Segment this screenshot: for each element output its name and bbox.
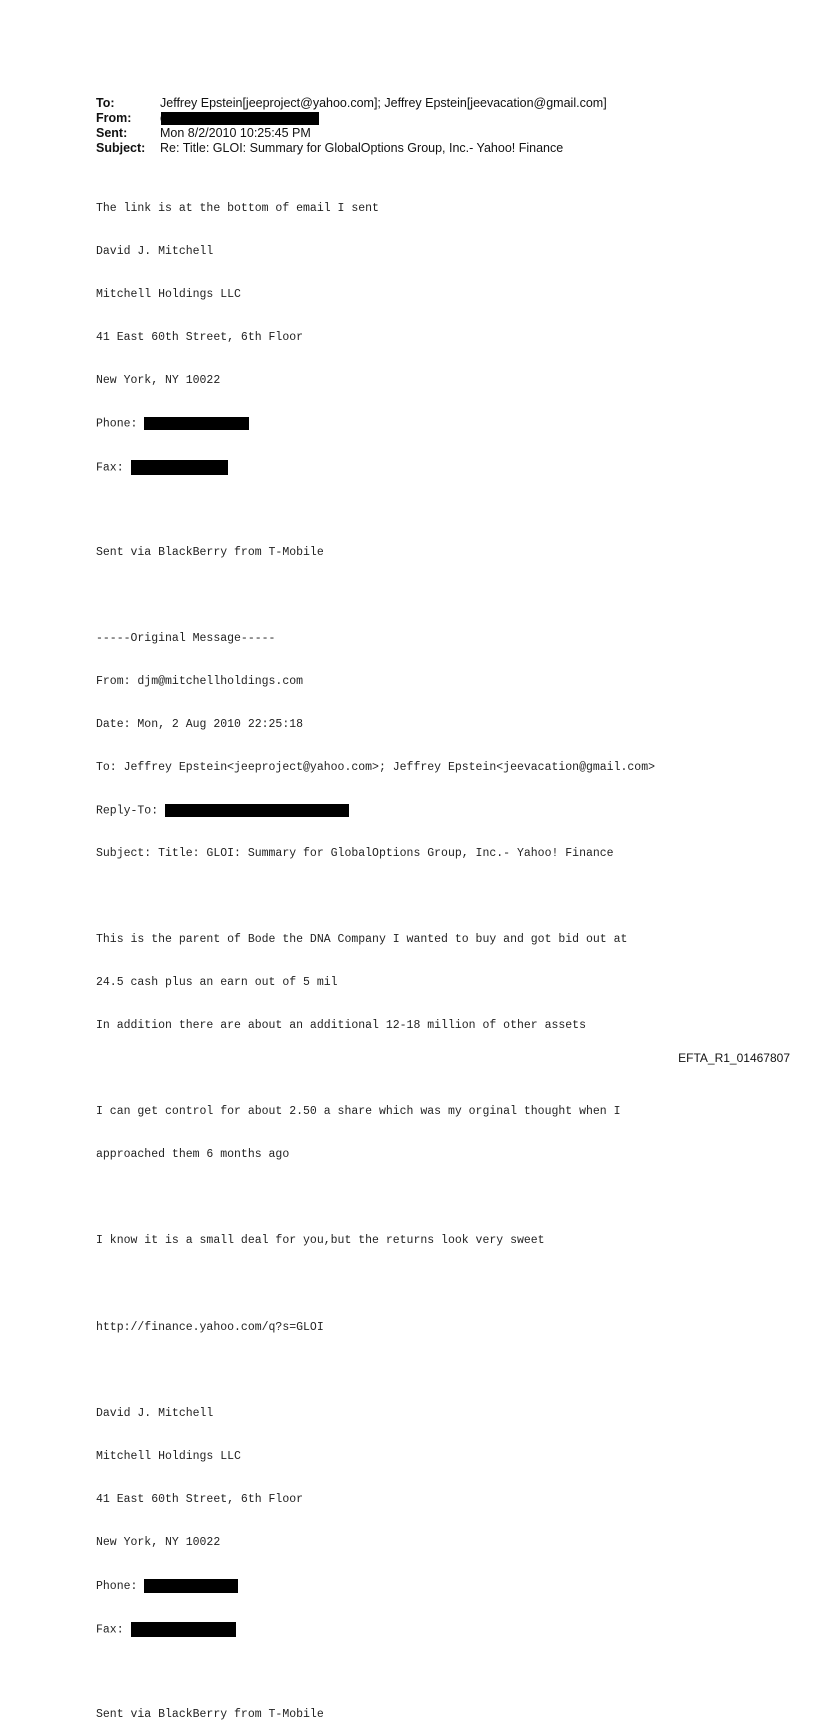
signature-name: David J. Mitchell bbox=[96, 244, 214, 258]
sent-row bbox=[96, 126, 607, 141]
subject-value: Re: Title: GLOI: Summary for GlobalOptions Group, Inc.- Yahoo! Finance bbox=[160, 141, 564, 155]
subject-row bbox=[96, 141, 607, 156]
paragraph-3: I know it is a small deal for you,but the returns look very sweet bbox=[96, 1234, 545, 1248]
sent-via-line: Sent via BlackBerry from T-Mobile bbox=[96, 545, 324, 559]
redaction-bar bbox=[144, 1579, 238, 1593]
reply-to-label: Reply-To: bbox=[96, 804, 159, 818]
original-signature-phone bbox=[96, 1579, 655, 1593]
signature-company: Mitchell Holdings LLC bbox=[96, 287, 241, 301]
paragraph-2-line-2: approached them 6 months ago bbox=[96, 1148, 290, 1162]
paragraph-1-line-1: This is the parent of Bode the DNA Company I wanted to buy and got bid out at bbox=[96, 933, 628, 947]
original-signature-fax bbox=[96, 1622, 655, 1636]
to-value: Jeffrey Epstein[jeeproject@yahoo.com]; Jeffrey Epstein[jeevacation@gmail.com] bbox=[160, 96, 607, 110]
signature-phone bbox=[96, 417, 655, 431]
email-header bbox=[96, 96, 607, 156]
original-sent-via-line: Sent via BlackBerry from T-Mobile bbox=[96, 1707, 324, 1721]
redaction-bar bbox=[131, 460, 228, 475]
from-value-wrap bbox=[160, 111, 319, 126]
from-label: From: bbox=[96, 111, 132, 125]
sent-value: Mon 8/2/2010 10:25:45 PM bbox=[160, 126, 311, 140]
paragraph-1-line-2: 24.5 cash plus an earn out of 5 mil bbox=[96, 976, 338, 990]
original-date: Date: Mon, 2 Aug 2010 22:25:18 bbox=[96, 718, 304, 732]
redaction-bar bbox=[161, 112, 319, 125]
original-signature-name: David J. Mitchell bbox=[96, 1406, 214, 1420]
signature-fax bbox=[96, 460, 655, 474]
to-row bbox=[96, 96, 607, 111]
original-message-separator: -----Original Message----- bbox=[96, 632, 276, 645]
finance-link[interactable]: http://finance.yahoo.com/q?s=GLOI bbox=[96, 1320, 324, 1334]
sent-label: Sent: bbox=[96, 126, 128, 140]
phone-label: Phone: bbox=[96, 417, 138, 431]
finance-link-line bbox=[96, 1321, 655, 1335]
original-signature-address-1: 41 East 60th Street, 6th Floor bbox=[96, 1492, 304, 1506]
redaction-bar bbox=[165, 804, 349, 817]
reply-line: The link is at the bottom of email I sent bbox=[96, 201, 379, 215]
signature-address-1: 41 East 60th Street, 6th Floor bbox=[96, 330, 304, 344]
redaction-bar bbox=[144, 417, 249, 430]
paragraph-1-line-3: In addition there are about an additional 12-18 million of other assets bbox=[96, 1019, 586, 1033]
subject-label: Subject: bbox=[96, 141, 146, 155]
phone-label: Phone: bbox=[96, 1579, 138, 1593]
original-subject: Subject: Title: GLOI: Summary for GlobalOptions Group, Inc.- Yahoo! Finance bbox=[96, 847, 614, 861]
email-body bbox=[96, 173, 655, 1736]
original-signature-address-2: New York, NY 10022 bbox=[96, 1535, 221, 1549]
paragraph-2-line-1: I can get control for about 2.50 a share which was my orginal thought when I bbox=[96, 1105, 621, 1119]
original-reply-to bbox=[96, 804, 655, 818]
original-signature-company: Mitchell Holdings LLC bbox=[96, 1449, 241, 1463]
original-to: To: Jeffrey Epstein<jeeproject@yahoo.com>; Jeffrey Epstein<jeevacation@gmail.com> bbox=[96, 761, 655, 775]
signature-address-2: New York, NY 10022 bbox=[96, 373, 221, 387]
redaction-bar bbox=[131, 1622, 236, 1637]
fax-label: Fax: bbox=[96, 461, 124, 475]
to-label: To: bbox=[96, 96, 115, 110]
fax-label: Fax: bbox=[96, 1623, 124, 1637]
document-id: EFTA_R1_01467807 bbox=[678, 1051, 790, 1065]
from-row bbox=[96, 111, 607, 126]
original-from: From: djm@mitchellholdings.com bbox=[96, 675, 304, 689]
